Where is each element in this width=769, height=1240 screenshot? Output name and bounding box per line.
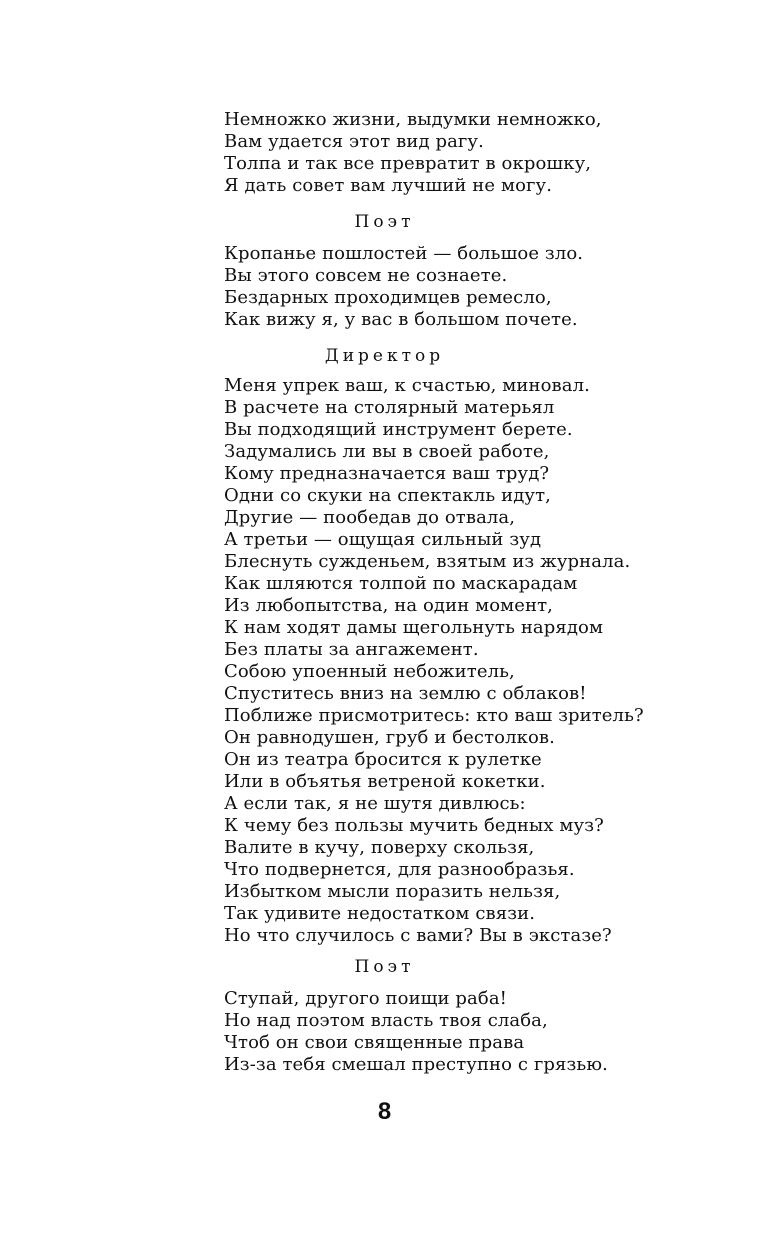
verse-line: Так удивите недостатком связи.: [224, 903, 536, 924]
verse-line: Задумались ли вы в своей работе,: [224, 441, 550, 462]
verse-line: Как вижу я, у вас в большом почете.: [224, 309, 578, 330]
stanza-3: [224, 375, 694, 947]
verse-line: А третьи — ощущая сильный зуд: [224, 529, 542, 550]
verse-line: Я дать совет вам лучший не могу.: [224, 175, 553, 196]
verse-line: В расчете на столярный матерьял: [224, 397, 555, 418]
verse-line: Валите в кучу, поверху скользя,: [224, 837, 535, 858]
verse-line: Он равнодушен, груб и бестолков.: [224, 727, 555, 748]
verse-line: Из-за тебя смешал преступно с грязью.: [224, 1054, 608, 1075]
verse-line: Поближе присмотритесь: кто ваш зритель?: [224, 705, 644, 726]
verse-line: Бездарных проходимцев ремесло,: [224, 287, 552, 308]
verse-line: Блеснуть сужденьем, взятым из журнала.: [224, 551, 631, 572]
speaker-heading-director: Директор: [324, 346, 445, 366]
speaker-heading-poet: Поэт: [354, 212, 415, 232]
verse-line: К чему без пользы мучить бедных муз?: [224, 815, 604, 836]
verse-line: А если так, я не шутя дивлюсь:: [224, 793, 526, 814]
verse-line: Ступай, другого поищи раба!: [224, 988, 507, 1009]
verse-line: Он из театра бросится к рулетке: [224, 749, 542, 770]
stanza-1: [224, 109, 694, 197]
verse-line: Что подвернется, для разнообразья.: [224, 859, 575, 880]
verse-line: Кропанье пошлостей — большое зло.: [224, 243, 584, 264]
verse-line: Вам удается этот вид рагу.: [224, 131, 484, 152]
verse-line: Другие — пообедав до отвала,: [224, 507, 516, 528]
verse-line: Но над поэтом власть твоя слаба,: [224, 1010, 548, 1031]
verse-line: Меня упрек ваш, к счастью, миновал.: [224, 375, 590, 396]
verse-line: Как шляются толпой по маскарадам: [224, 573, 578, 594]
stanza-2: [224, 243, 694, 331]
verse-line: Без платы за ангажемент.: [224, 639, 479, 660]
verse-line: Чтоб он свои священные права: [224, 1032, 525, 1053]
verse-line: Из любопытства, на один момент,: [224, 595, 553, 616]
verse-line: Спуститесь вниз на землю с облаков!: [224, 683, 587, 704]
verse-line: Избытком мысли поразить нельзя,: [224, 881, 561, 902]
speaker-heading-poet: Поэт: [354, 957, 415, 977]
page-number: 8: [377, 1098, 392, 1125]
stanza-4: [224, 988, 694, 1076]
verse-line: Кому предназначается ваш труд?: [224, 463, 550, 484]
verse-line: Собою упоенный небожитель,: [224, 661, 515, 682]
verse-line: Толпа и так все превратит в окрошку,: [224, 153, 592, 174]
verse-line: Одни со скуки на спектакль идут,: [224, 485, 551, 506]
verse-line: Но что случилось с вами? Вы в экстазе?: [224, 925, 612, 946]
verse-line: Или в объятья ветреной кокетки.: [224, 771, 546, 792]
verse-line: Немножко жизни, выдумки немножко,: [224, 109, 602, 130]
verse-line: Вы подходящий инструмент берете.: [224, 419, 573, 440]
verse-line: Вы этого совсем не сознаете.: [224, 265, 508, 286]
verse-line: К нам ходят дамы щегольнуть нарядом: [224, 617, 604, 638]
